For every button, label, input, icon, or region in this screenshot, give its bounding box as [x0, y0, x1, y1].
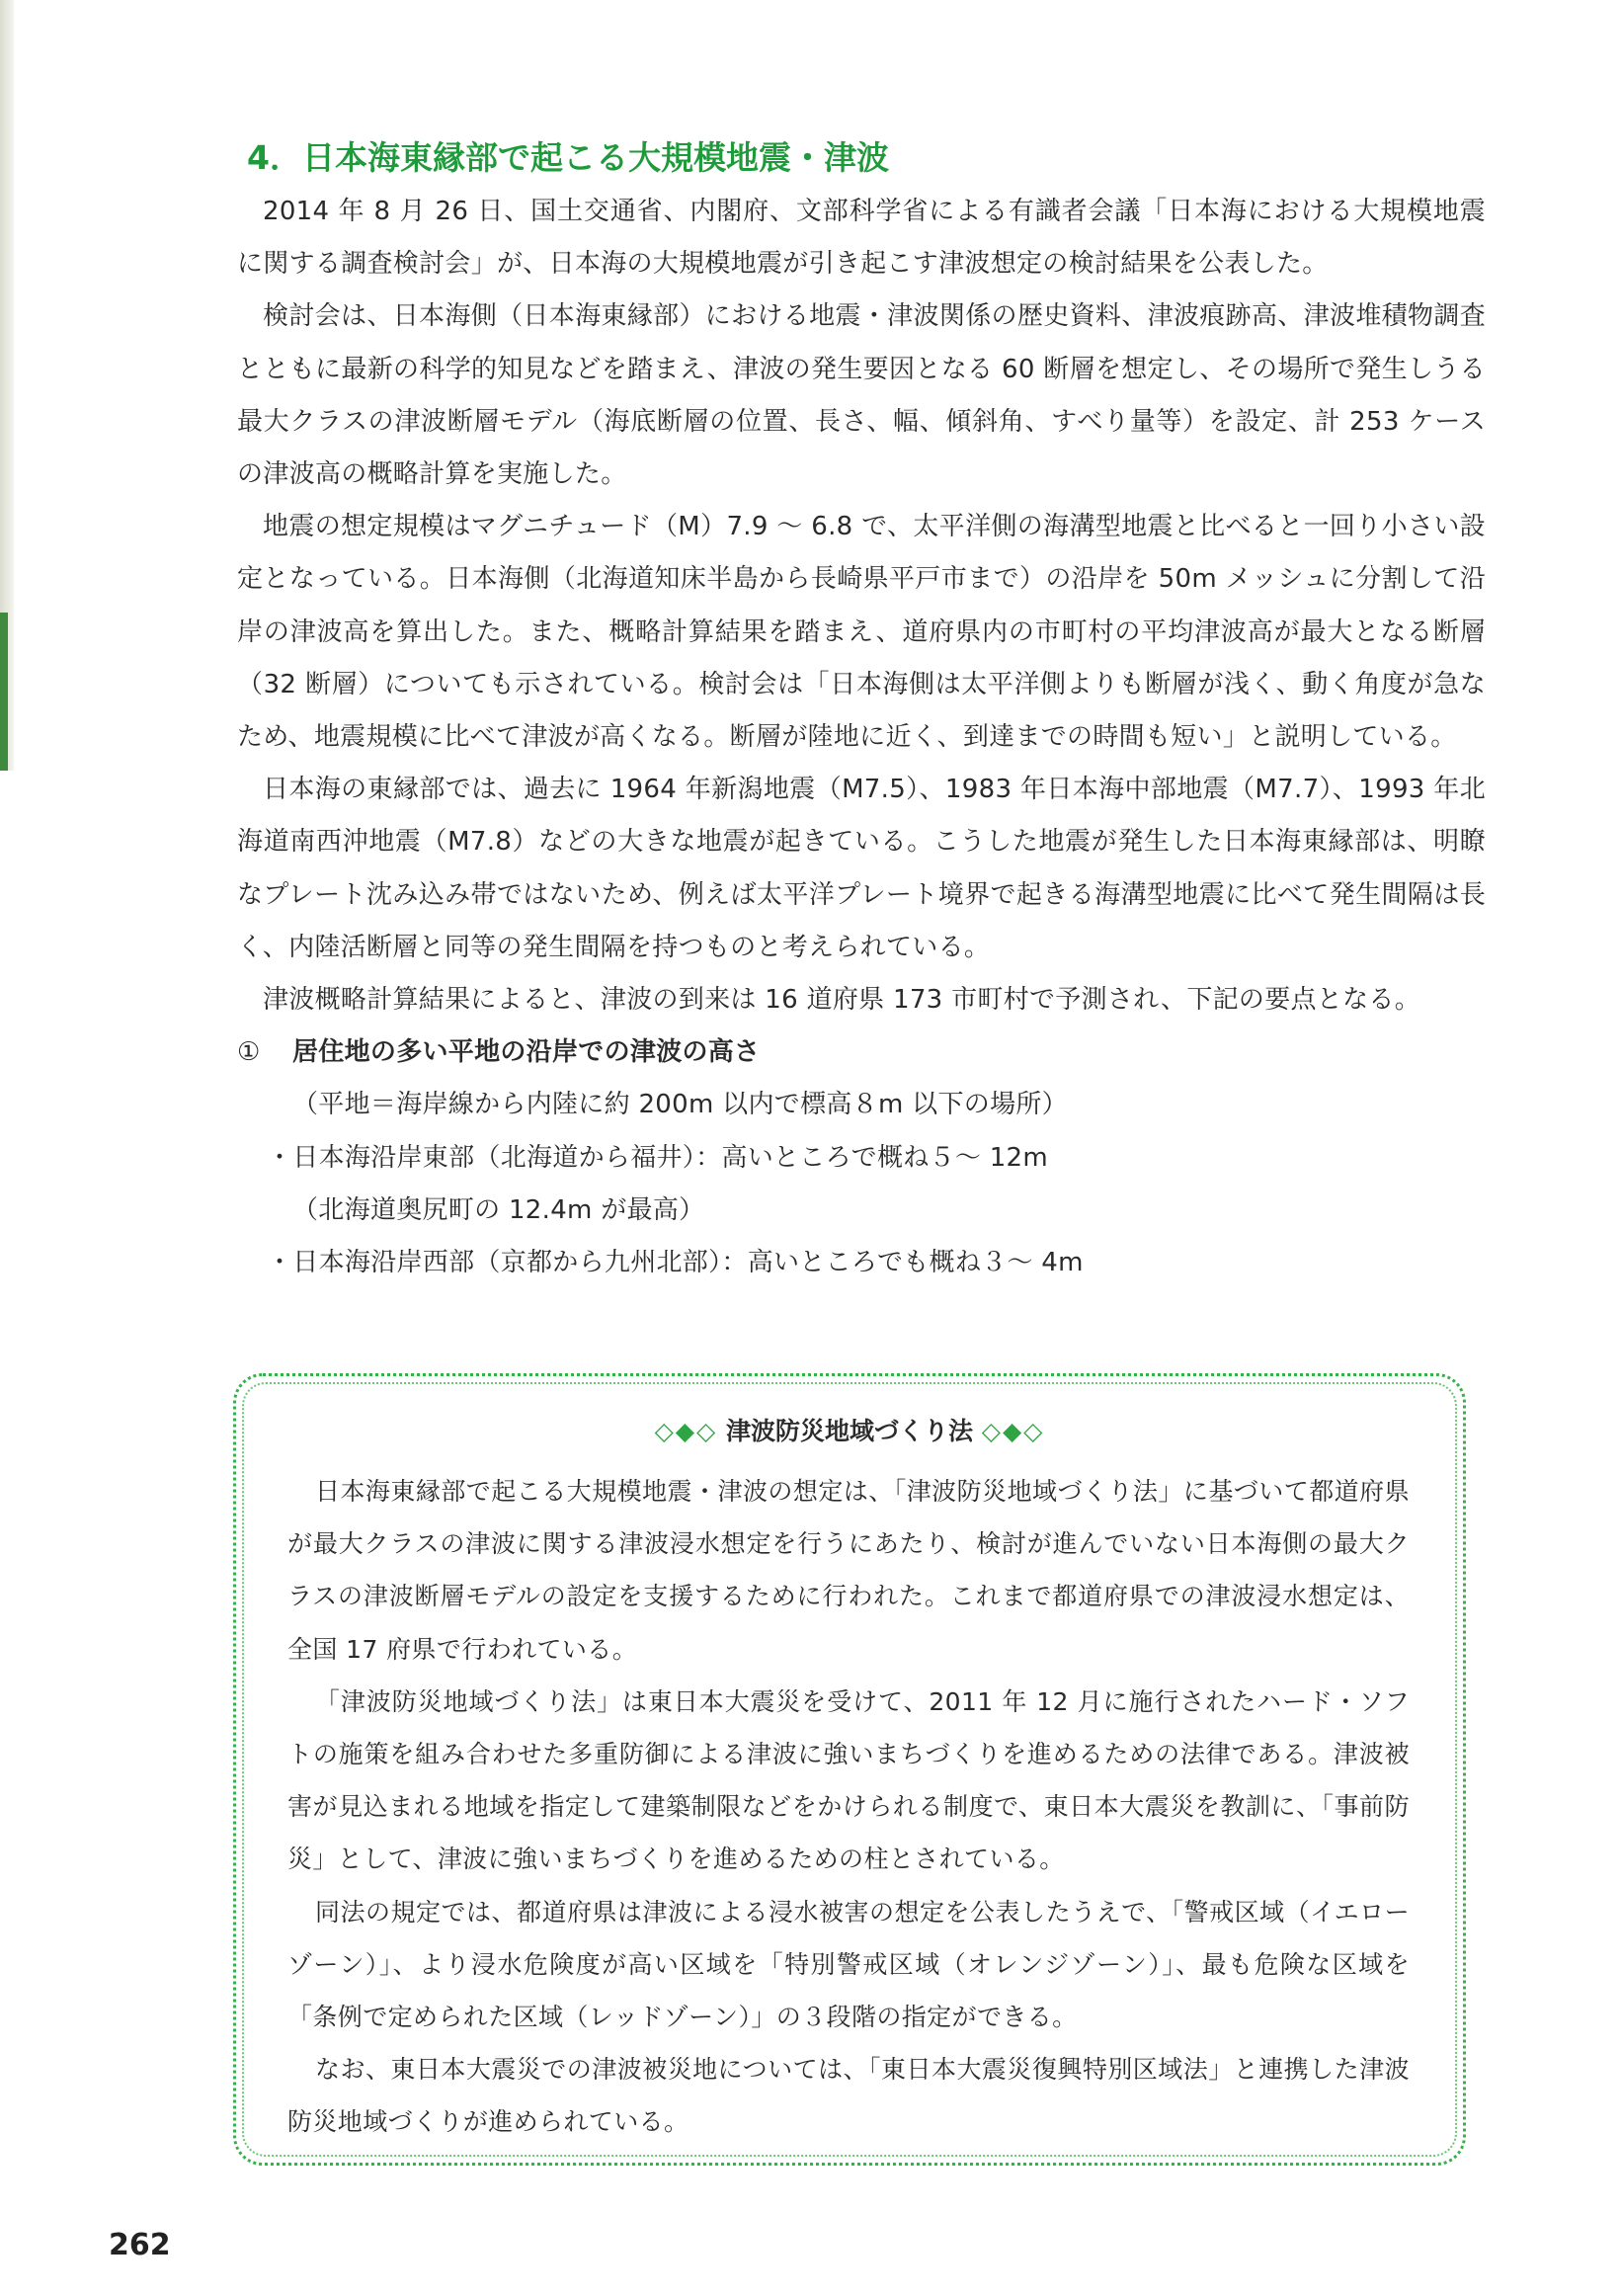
body-paragraph-3: 地震の想定規模はマグニチュード（M）7.9 ～ 6.8 で、太平洋側の海溝型地震と比べると一回り小さい設定となっている。日本海側（北海道知床半島から長崎県平戸市まで）の沿岸を 50m メッシュに分割して沿岸の津波高を算出した。また、概略計算結果を踏まえ、道府県内の市町村の平均津波高が最大となる断層（32 断層）についても示されている。検討会は「日本海側は太平洋側よりも断層が浅く、動く角度が急なため、地震規模に比べて津波が高くなる。断層が陸地に近く、到達までの時間も短い」と説明している。 [237, 512, 1486, 753]
item-number: ① [237, 1037, 261, 1068]
section-title: 4．日本海東縁部で起こる大規模地震・津波 [247, 138, 889, 177]
sidebar-title-text: 津波防災地域づくり法 [725, 1417, 973, 1445]
bullet-east-coast: ・日本海沿岸東部（北海道から福井）：高いところで概ね５～ 12m [267, 1142, 1049, 1173]
chapter-index-tab [0, 613, 8, 771]
body-paragraph-5: 津波概略計算結果によると、津波の到来は 16 道府県 173 市町村で予測され、下記の要点となる。 [263, 985, 1421, 1016]
diamond-ornament-right-icon: ◇◆◇ [981, 1417, 1045, 1445]
sidebar-title [236, 1412, 1463, 1451]
body-paragraph-2: 検討会は、日本海側（日本海東縁部）における地震・津波関係の歴史資料、津波痕跡高、津波堆積物調査とともに最新の科学的知見などを踏まえ、津波の発生要因となる 60 断層を想定し、その場所で発生しうる最大クラスの津波断層モデル（海底断層の位置、長さ、幅、傾斜角、すべり量等）を設定、計 253 ケースの津波高の概略計算を実施した。 [237, 301, 1486, 490]
sidebar-column-box [233, 1373, 1466, 2166]
bullet-west-coast: ・日本海沿岸西部（京都から九州北部）：高いところでも概ね３～ 4m [267, 1248, 1084, 1278]
item-note: （平地＝海岸線から内陸に約 200m 以内で標高８m 以下の場所） [292, 1090, 1068, 1120]
item-heading-text: 居住地の多い平地の沿岸での津波の高さ [292, 1037, 761, 1068]
body-paragraph-1: 2014 年 8 月 26 日、国土交通省、内閣府、文部科学省による有識者会議「日本海における大規模地震に関する調査検討会」が、日本海の大規模地震が引き起こす津波想定の検討結果を公表した。 [237, 197, 1486, 280]
sidebar-paragraph-3: 同法の規定では、都道府県は津波による浸水被害の想定を公表したうえで、「警戒区域（イエローゾーン）」、より浸水危険度が高い区域を「特別警戒区域（オレンジゾーン）」、最も危険な区域を「条例で定められた区域（レッドゾーン）」の３段階の指定ができる。 [287, 1897, 1410, 2032]
sidebar-paragraph-1: 日本海東縁部で起こる大規模地震・津波の想定は、「津波防災地域づくり法」に基づいて都道府県が最大クラスの津波に関する津波浸水想定を行うにあたり、検討が進んでいない日本海側の最大クラスの津波断層モデルの設定を支援するために行われた。これまで都道府県での津波浸水想定は、全国 17 府県で行われている。 [287, 1477, 1410, 1664]
diamond-ornament-left-icon: ◇◆◇ [654, 1417, 718, 1445]
body-paragraph-4: 日本海の東縁部では、過去に 1964 年新潟地震（M7.5）、1983 年日本海中部地震（M7.7）、1993 年北海道南西沖地震（M7.8）などの大きな地震が起きている。こうした地震が発生した日本海東縁部は、明瞭なプレート沈み込み帯ではないため、例えば太平洋プレート境界で起きる海溝型地震に比べて発生間隔は長く、内陸活断層と同等の発生間隔を持つものと考えられている。 [237, 775, 1486, 962]
bullet-east-coast-note: （北海道奥尻町の 12.4m が最高） [292, 1194, 705, 1225]
sidebar-body-text [287, 1465, 1410, 2149]
sidebar-paragraph-4: なお、東日本大震災での津波被災地については、「東日本大震災復興特別区域法」と連携した津波防災地域づくりが進められている。 [287, 2055, 1410, 2137]
sidebar-paragraph-2: 「津波防災地域づくり法」は東日本大震災を受けて、2011 年 12 月に施行されたハード・ソフトの施策を組み合わせた多重防御による津波に強いまちづくりを進めるための法律である。津波被害が見込まれる地域を指定して建築制限などをかけられる制度で、東日本大震災を教訓に、「事前防災」として、津波に強いまちづくりを進めるための柱とされている。 [287, 1686, 1410, 1874]
main-body-text [237, 186, 1486, 1289]
item-heading [237, 1026, 1486, 1079]
page-number: 262 [109, 2228, 171, 2262]
